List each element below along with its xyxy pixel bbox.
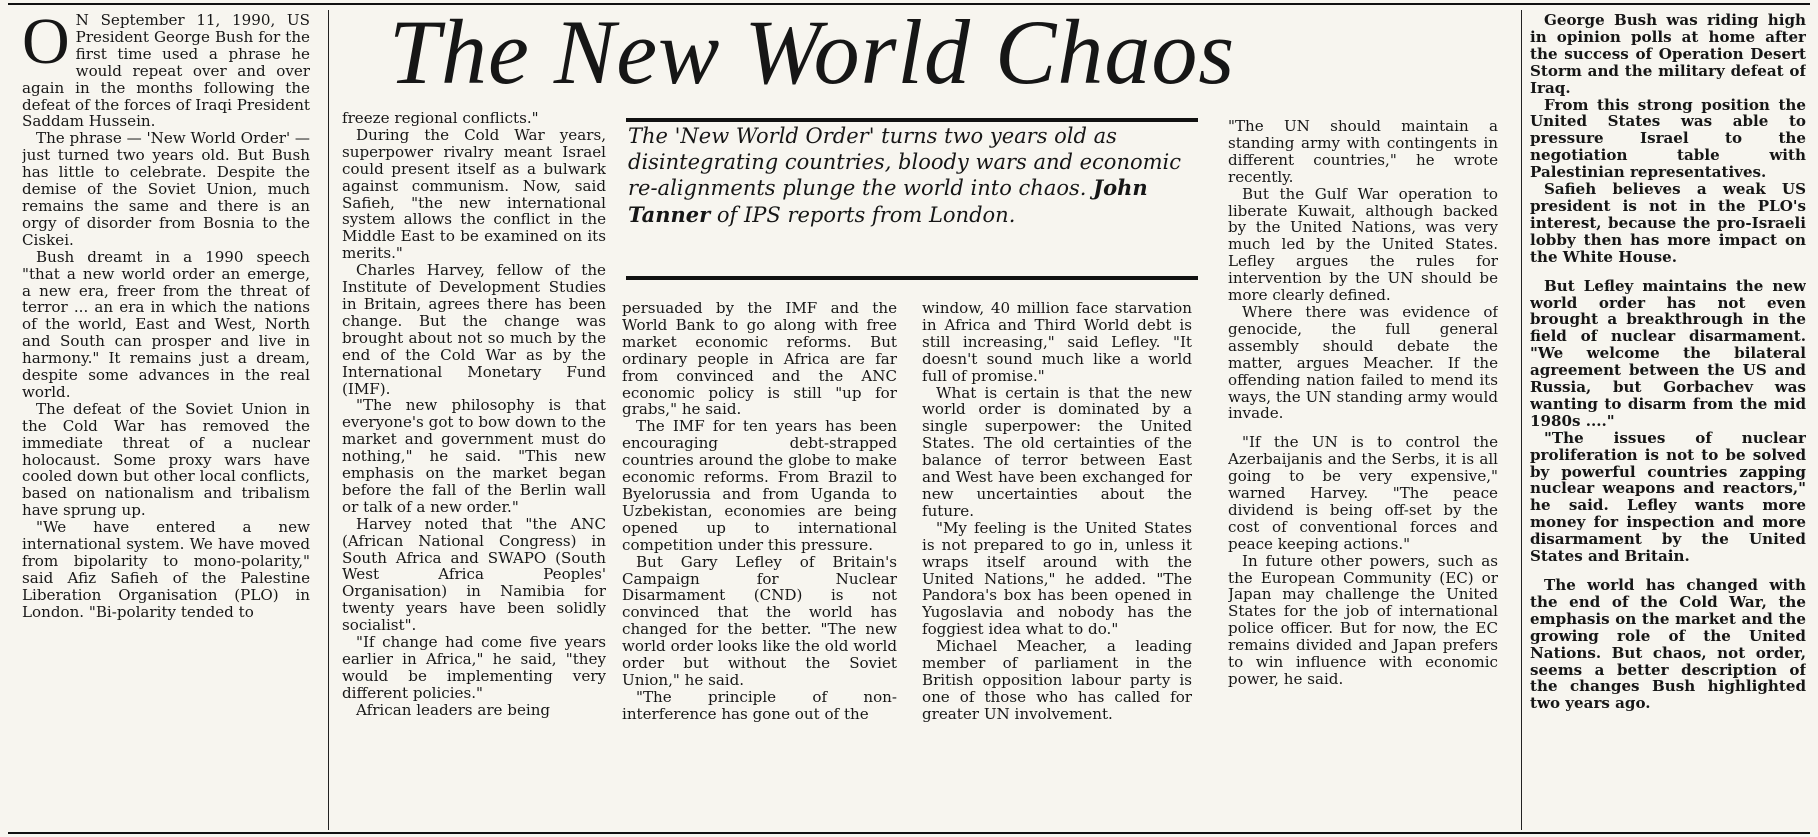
drop-cap: O	[22, 12, 70, 78]
deck-subheadline	[628, 124, 1196, 228]
paragraph: But Gary Lefley of Britain's Campaign for Nuclear Disarmament (CND) is not convinced that the world has changed for the better. "The new world order looks like the old world order but without the Soviet Union," he said.	[622, 552, 897, 689]
paragraph: "We have entered a new international system. We have moved from bipolarity to mono-polarity," said Afiz Safieh of the Palestine Liberation Organisation (PLO) in London. "Bi-polarity tended to	[22, 518, 310, 621]
paragraph: freeze regional conflicts."	[342, 110, 539, 127]
paragraph: African leaders are being	[356, 700, 551, 719]
deck-text-before: The 'New World Order' turns two years old as disintegrating countries, bloody wars and economic re-alignments plunge the world into chaos.	[628, 124, 1182, 200]
paragraph: But Lefley maintains the new world order has not even brought a breakthrough in the field of nuclear disarmament. "We welcome the bilateral agreement between the US and Russia, but Gorbachev was wanting to disarm from the mid 1980s ...."	[1530, 276, 1806, 430]
paragraph: "The UN should maintain a standing army with contingents in different countries," he wrote recently.	[1228, 118, 1498, 186]
paragraph: During the Cold War years, superpower rivalry meant Israel could present itself as a bulwark against communism. Now, said Safieh, "the new international system allows the conflict in the Middle East to be examined on its merits."	[342, 125, 606, 263]
deck-author: John Tanner	[628, 175, 1148, 227]
article-column-4	[922, 300, 1192, 830]
paragraph: In future other powers, such as the European Community (EC) or Japan may challenge the United States for the job of international police officer. But for now, the EC remains divided and Japan prefers to win influence with economic power, he said.	[1228, 551, 1498, 688]
paragraph: Safieh believes a weak US president is not in the PLO's interest, because the pro-Israeli lobby then has more impact on the White House.	[1530, 180, 1806, 266]
paragraph: "If change had come five years earlier in Africa," he said, "they would be implementing very different policies."	[342, 633, 606, 702]
paragraph: Where there was evidence of genocide, the full general assembly should debate the matter, argues Meacher. If the offending nation failed to mend its ways, the UN standing army would invade.	[1228, 302, 1498, 423]
paragraph: The phrase — 'New World Order' — just turned two years old. But Bush has little to celebrate. Despite the demise of the Soviet Union, much remains the same and there is an orgy of disorder from Bosnia to the Ciskei.	[22, 129, 310, 249]
paragraph: George Bush was riding high in opinion polls at home after the success of Operation Desert Storm and the military defeat of Iraq.	[1530, 12, 1806, 97]
paragraph: But the Gulf War operation to liberate Kuwait, although backed by the United Nations, was very much led by the United States. Lefley argues the rules for intervention by the UN should be more clearly defined.	[1228, 184, 1498, 305]
paragraph: "The new philosophy is that everyone's got to bow down to the market and government must do nothing," he said. "This new emphasis on the market began before the fall of the Berlin wall or talk of a new order."	[342, 396, 606, 516]
article-column-6	[1530, 12, 1806, 830]
paragraph: What is certain is that the new world order is dominated by a single superpower: the United States. The old certainties of the balance of terror between East and West have been exchanged for new uncertainties about the future.	[922, 383, 1192, 520]
column-divider	[1521, 10, 1522, 830]
paragraph: "The principle of non-interference has gone out of the	[622, 687, 897, 723]
paragraph: Michael Meacher, a leading member of parliament in the British opposition labour party is one of those who has called for greater UN involvement.	[922, 637, 1192, 723]
paragraph: The world has changed with the end of the Cold War, the emphasis on the market and the growing role of the United Nations. But chaos, not order, seems a better description of the changes Bush highlighted two years ago.	[1530, 576, 1806, 713]
paragraph: "The issues of nuclear proliferation is not to be solved by powerful countries zapping nuclear weapons and reactors," he said. Lefley wants more money for inspection and more disarmament by the United States and Britain.	[1530, 428, 1806, 566]
paragraph: "If the UN is to control the Azerbaijanis and the Serbs, it is all going to be very expensive," warned Harvey. "The peace dividend is being off-set by the cost of conventional forces and peace keeping actions."	[1228, 433, 1498, 553]
column-divider	[328, 10, 329, 830]
paragraph: From this strong position the United States was able to pressure Israel to the negotiation table with Palestinian representatives.	[1530, 95, 1806, 182]
deck-top-rule	[626, 118, 1198, 122]
deck-text-after: of IPS reports from London.	[710, 202, 1016, 227]
paragraph: The IMF for ten years has been encouraging debt-strapped countries around the globe to make economic reforms. From Brazil to Byelorussia and from Uganda to Uzbekistan, economies are being opened up to international competition under this pressure.	[622, 417, 897, 554]
article-column-2	[342, 110, 606, 830]
deck-bottom-rule	[626, 276, 1198, 280]
paragraph: The defeat of the Soviet Union in the Cold War has removed the immediate threat of a nuclear holocaust. Some proxy wars have cooled down but other local conflicts, based on nationalism and tribalism have sprung up.	[22, 399, 310, 520]
article-column-5	[1228, 118, 1498, 830]
paragraph: persuaded by the IMF and the World Bank to go along with free market economic reforms. But ordinary people in Africa are far from convinced and the ANC economic policy is still "up for grabs," he said.	[622, 300, 897, 419]
paragraph: Harvey noted that "the ANC (African National Congress) in South Africa and SWAPO (South West Africa Peoples' Organisation) in Namibia for twenty years have been solidly socialist".	[342, 514, 606, 635]
paragraph: window, 40 million face starvation in Africa and Third World debt is still increasing," said Lefley. "It doesn't sound much like a world full of promise."	[922, 300, 1192, 385]
article-column-1	[22, 12, 310, 830]
paragraph: Charles Harvey, fellow of the Institute of Development Studies in Britain, agrees there has been change. But the change was brought about not so much by the end of the Cold War as by the International Monetary Fund (IMF).	[342, 261, 606, 398]
paragraph: "My feeling is the United States is not prepared to go in, unless it wraps itself around with the United Nations," he added. "The Pandora's box has been opened in Yugoslavia and nobody has the foggiest idea what to do."	[922, 518, 1192, 639]
article-column-3	[622, 300, 897, 830]
bottom-rule	[8, 832, 1810, 834]
headline: The New World Chaos	[388, 1, 1236, 103]
paragraph: Bush dreamt in a 1990 speech "that a new world order an emerge, a new era, freer from the threat of terror ... an era in which the nations of the world, East and West, North and South can prosper and live in harmony." It remains just a dream, despite some advances in the real world.	[22, 247, 310, 401]
paragraph: N September 11, 1990, US President George Bush for the first time used a phrase he would repeat over and over again in the months following the defeat of the forces of Iraqi President Saddam Hussein.	[22, 12, 310, 131]
